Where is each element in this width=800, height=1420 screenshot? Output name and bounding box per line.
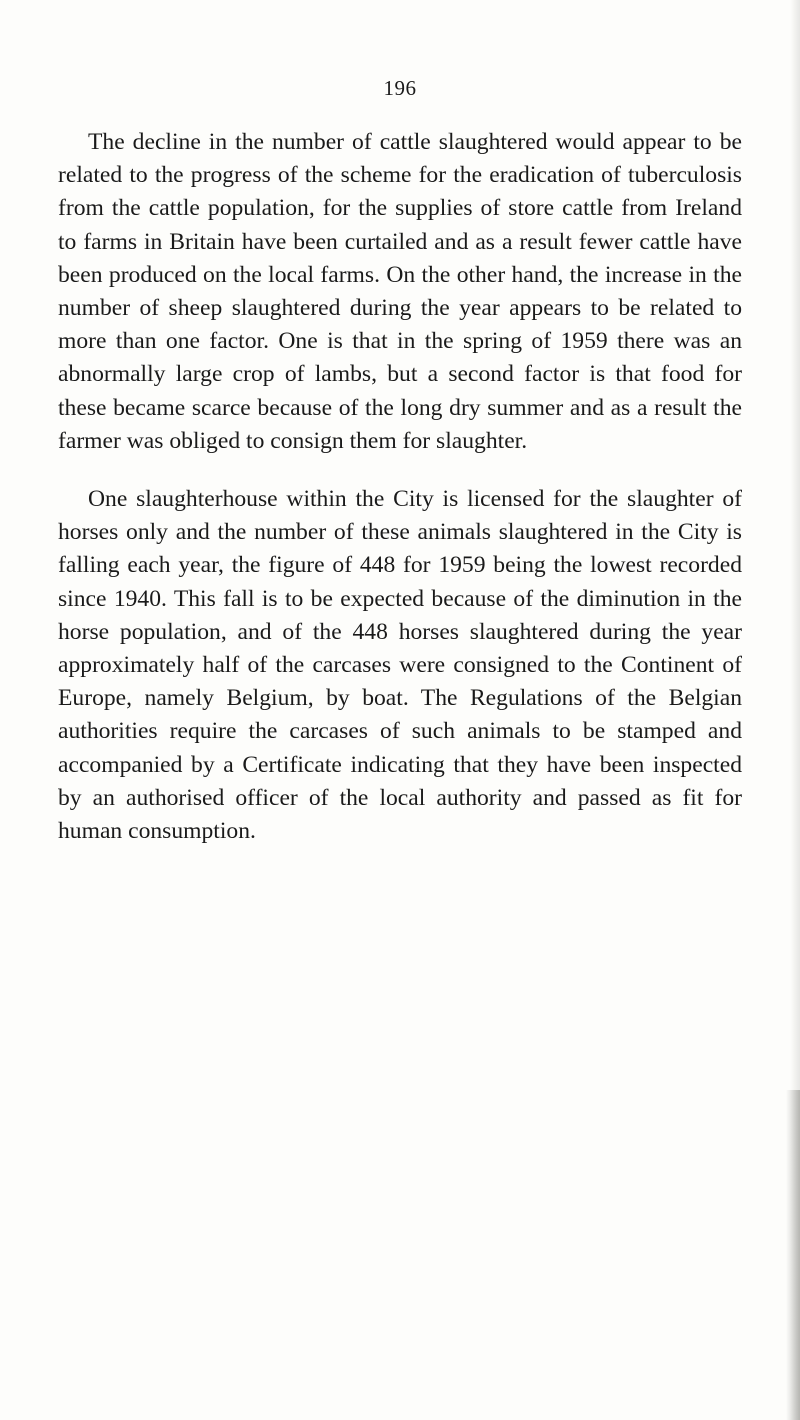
page-edge-bleed <box>786 1090 800 1420</box>
paragraph-cattle-sheep: The decline in the number of cattle slaughtered would appear to be related to the progress of the scheme for the eradication of tuberculosis from the cattle population, for the supplies of store cattle from Ireland to farms in Britain have been curtailed and as a result fewer cattle have been produced on the local farms. On the other hand, the increase in the number of sheep slaughtered during the year appears to be related to more than one factor. One is that in the spring of 1959 there was an abnormally large crop of lambs, but a second factor is that food for these became scarce because of the long dry summer and as a result the farmer was obliged to consign them for slaughter. <box>58 129 742 454</box>
paragraph-horses: One slaughterhouse within the City is licensed for the slaughter of horses only and the number of these animals slaughtered in the City is falling each year, the figure of 448 for 1959 being the lowest recorded since 1940. This fall is to be expected because of the diminution in the horse population, and of the 448 horses slaughtered during the year approximately half of the carcases were consigned to the Continent of Europe, namely Belgium, by boat. The Regulations of the Belgian authorities require the carcases of such animals to be stamped and accompanied by a Certificate indicating that they have been inspected by an authorised officer of the local authority and passed as fit for human consumption. <box>58 486 742 845</box>
body-text <box>58 126 742 873</box>
page-number: 196 <box>383 76 417 100</box>
